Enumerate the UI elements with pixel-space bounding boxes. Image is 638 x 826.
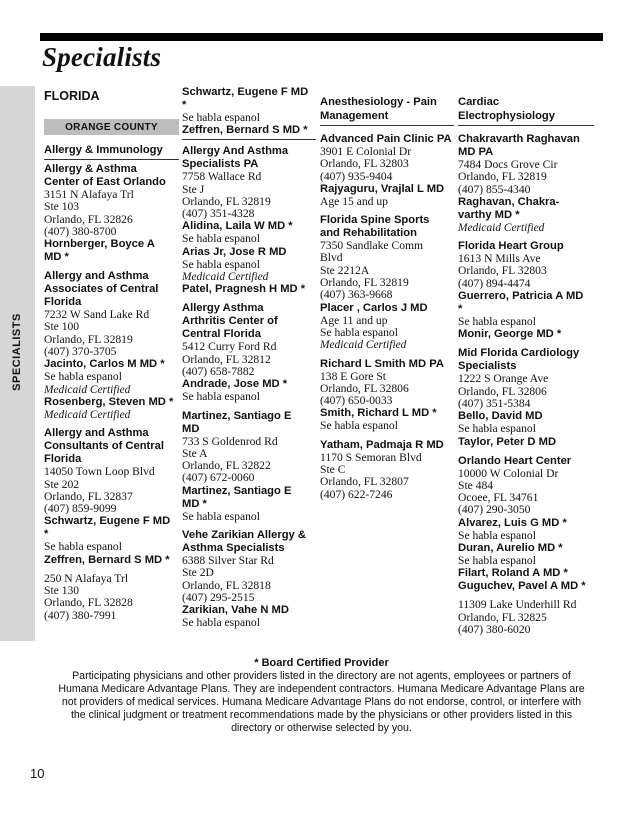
- language-note: Se habla espanol: [320, 419, 398, 433]
- address-line: Ste C: [320, 463, 346, 477]
- provider-name: Florida: [44, 296, 82, 309]
- age-note: Age 15 and up: [320, 194, 388, 208]
- provider-name: Specialists PA: [182, 158, 259, 171]
- language-note: Se habla espanol: [182, 232, 260, 246]
- address-line: Orlando, FL 32818: [182, 578, 271, 592]
- provider-entry: [182, 529, 316, 629]
- doctor-name: Duran, Aurelio MD *: [458, 542, 563, 555]
- address-line: 7758 Wallace Rd: [182, 170, 262, 184]
- provider-name: Richard L Smith MD PA: [320, 357, 444, 370]
- address-line: Blvd: [320, 251, 343, 265]
- address-line: 3151 N Alafaya Trl: [44, 188, 134, 201]
- side-tab-label: SPECIALISTS: [11, 313, 23, 391]
- disclaimer-line: not providers of medical services. Humana Medicare Advantage Plans do not endorse, control, or interfere with: [61, 696, 582, 708]
- address-line: Orlando, FL 32819: [320, 276, 409, 290]
- doctor-name: MD *: [182, 497, 207, 510]
- provider-entry: [320, 358, 454, 433]
- address-line: 733 S Goldenrod Rd: [182, 434, 278, 448]
- provider-entry: [320, 133, 454, 208]
- address-line: 6388 Silver Star Rd: [182, 554, 274, 568]
- provider-name: Allergy And Asthma: [182, 145, 289, 158]
- address-line: 1613 N Mills Ave: [458, 252, 541, 266]
- medicaid-note: Medicaid Certified: [458, 221, 545, 234]
- provider-entry: [458, 133, 594, 234]
- language-note: Se habla espanol: [182, 111, 260, 124]
- doctor-name: Zeffren, Bernard S MD *: [44, 553, 170, 566]
- doctor-name: *: [182, 99, 187, 111]
- doctor-name: Guguchev, Pavel A MD *: [458, 580, 586, 593]
- phone-line: (407) 351-5384: [458, 396, 531, 410]
- doctor-name: Rosenberg, Steven MD *: [44, 395, 174, 408]
- provider-entry: [182, 410, 316, 523]
- doctor-name: Andrade, Jose MD *: [182, 378, 288, 391]
- address-line: 14050 Town Loop Blvd: [44, 465, 155, 479]
- address-line: Orlando, FL 32825: [458, 610, 547, 624]
- doctor-name: Hornberger, Boyce A: [44, 238, 155, 251]
- address-line: Ste 484: [458, 478, 494, 492]
- address-line: 1222 S Orange Ave: [458, 372, 549, 386]
- phone-line: (407) 370-3705: [44, 345, 117, 359]
- provider-entry: [458, 347, 594, 448]
- footer-disclaimer: [40, 657, 603, 735]
- phone-line: (407) 859-9099: [44, 502, 117, 516]
- doctor-name: MD *: [44, 251, 69, 264]
- provider-name: Consultants of Central: [44, 440, 164, 453]
- address-line: 250 N Alafaya Trl: [44, 571, 129, 585]
- category-heading-line: Management: [320, 110, 389, 122]
- provider-name: MD PA: [458, 146, 494, 158]
- disclaimer-line: directory or otherwise selected by you.: [231, 722, 412, 734]
- doctor-name: Bello, David MD: [458, 410, 543, 423]
- provider-name: Allergy Asthma: [182, 302, 264, 315]
- doctor-name: Filart, Roland A MD *: [458, 567, 568, 580]
- page-title: Specialists: [42, 42, 162, 72]
- address-line: Orlando, FL 32819: [458, 170, 547, 184]
- column-3: [320, 95, 454, 501]
- doctor-name: Zeffren, Bernard S MD *: [182, 124, 308, 137]
- header-rule: [40, 33, 603, 41]
- category-heading-line: Electrophysiology: [458, 110, 555, 122]
- doctor-name: *: [458, 303, 463, 316]
- language-note: Se habla espanol: [320, 325, 398, 339]
- disclaimer-line: the clinical judgment or treatment recommendations made by the physicians or other providers listed in this: [70, 709, 573, 721]
- phone-line: (407) 351-4328: [182, 207, 255, 221]
- provider-name: MD: [182, 422, 200, 435]
- phone-line: (407) 650-0033: [320, 394, 393, 408]
- language-note: Se habla espanol: [458, 528, 536, 542]
- provider-name: Mid Florida Cardiology: [458, 347, 580, 360]
- doctor-name: Patel, Pragnesh H MD *: [182, 283, 306, 296]
- language-note: Se habla espanol: [458, 422, 536, 436]
- address-line: Ste 100: [44, 320, 80, 334]
- address-line: Orlando, FL 32807: [320, 475, 409, 489]
- provider-name: Associates of Central: [44, 283, 159, 296]
- provider-name: Arthritis Center of: [182, 315, 278, 328]
- provider-name: Allergy and Asthma: [44, 427, 149, 440]
- doctor-name: Monir, George MD *: [458, 328, 562, 341]
- provider-name: Chakravarth Raghavan: [458, 133, 580, 145]
- address-line: 11309 Lake Underhill Rd: [458, 598, 577, 612]
- address-line: Orlando, FL 32806: [458, 384, 547, 398]
- doctor-name: Smith, Richard L MD *: [320, 407, 437, 420]
- provider-name: Asthma Specialists: [182, 542, 285, 555]
- address-line: 5412 Curry Ford Rd: [182, 340, 277, 354]
- provider-name: Specialists: [458, 360, 517, 373]
- provider-entry: [44, 573, 179, 622]
- address-line: Orlando, FL 32803: [458, 264, 547, 278]
- category-heading-line: Anesthesiology - Pain: [320, 96, 437, 108]
- county-bar: ORANGE COUNTY: [44, 119, 179, 135]
- provider-entry: [320, 439, 454, 501]
- board-certified-legend: * Board Certified Provider: [254, 657, 389, 669]
- disclaimer-line: Humana Medicare Advantage Plans. They are independent contractors. Humana Medicare Advantage Plans are: [58, 683, 585, 695]
- disclaimer-line: Participating physicians and other providers listed in the directory are not agents, employees or partners of: [72, 670, 571, 682]
- provider-entry: [44, 163, 179, 264]
- language-note: Se habla espanol: [182, 257, 260, 271]
- provider-name: Florida Spine Sports: [320, 214, 430, 227]
- address-line: Orlando, FL 32812: [182, 352, 271, 366]
- address-line: 1170 S Semoran Blvd: [320, 450, 422, 464]
- doctor-name: Alidina, Laila W MD *: [182, 220, 293, 233]
- state-heading: FLORIDA: [44, 89, 100, 103]
- language-note: Se habla espanol: [44, 370, 122, 384]
- language-note: Se habla espanol: [182, 390, 260, 404]
- phone-line: (407) 380-8700: [44, 224, 117, 238]
- address-line: 7484 Docs Grove Cir: [458, 158, 558, 171]
- provider-entry: [458, 455, 594, 594]
- address-line: Orlando, FL 32819: [182, 194, 271, 208]
- address-line: Ste J: [182, 182, 205, 196]
- doctor-name: Jacinto, Carlos M MD *: [44, 358, 165, 371]
- doctor-name: Raghavan, Chakra-: [458, 195, 560, 208]
- doctor-name: Arias Jr, Jose R MD: [182, 245, 287, 258]
- address-line: Ste A: [182, 446, 208, 460]
- address-line: 3901 E Colonial Dr: [320, 145, 412, 158]
- address-line: Ocoee, FL 34761: [458, 491, 539, 505]
- medicaid-note: Medicaid Certified: [182, 271, 269, 284]
- category-heading: [458, 95, 594, 126]
- language-note: Se habla espanol: [182, 509, 260, 523]
- provider-name: Florida: [44, 453, 82, 466]
- address-line: Ste 130: [44, 584, 80, 598]
- language-note: Se habla espanol: [44, 540, 122, 554]
- provider-name: Center of East Orlando: [44, 176, 166, 188]
- column-2: [182, 86, 316, 630]
- provider-entry: [44, 270, 179, 421]
- provider-name: Advanced Pain Clinic PA: [320, 133, 452, 145]
- language-note: Se habla espanol: [458, 315, 536, 329]
- phone-line: (407) 894-4474: [458, 276, 531, 290]
- side-tab: [0, 86, 35, 641]
- phone-line: (407) 380-7991: [44, 608, 117, 622]
- provider-name: Martinez, Santiago E: [182, 409, 292, 422]
- phone-line: (407) 935-9404: [320, 169, 393, 183]
- provider-entry: [458, 599, 594, 636]
- medicaid-note: Medicaid Certified: [320, 339, 407, 352]
- provider-entry: [320, 214, 454, 351]
- doctor-name: Schwartz, Eugene F MD: [182, 86, 309, 98]
- provider-name: Orlando Heart Center: [458, 454, 572, 467]
- doctor-name: Guerrero, Patricia A MD: [458, 290, 584, 303]
- phone-line: (407) 295-2515: [182, 590, 255, 604]
- category-heading: [320, 95, 454, 126]
- provider-name: Allergy and Asthma: [44, 270, 149, 283]
- provider-name: Central Florida: [182, 328, 261, 341]
- phone-line: (407) 622-7246: [320, 487, 393, 501]
- address-line: Orlando, FL 32819: [44, 332, 133, 346]
- column-4: [458, 95, 594, 636]
- phone-line: (407) 290-3050: [458, 503, 531, 517]
- page-number: 10: [30, 766, 45, 781]
- doctor-name: Zarikian, Vahe N MD: [182, 604, 289, 617]
- provider-name: Yatham, Padmaja R MD: [320, 438, 444, 451]
- provider-entry: [182, 145, 316, 296]
- doctor-name: *: [44, 528, 49, 541]
- address-line: Ste 2D: [182, 566, 214, 580]
- doctor-name: Rajyaguru, Vrajlal L MD: [320, 182, 445, 195]
- language-note: Se habla espanol: [182, 616, 260, 630]
- address-line: Orlando, FL 32826: [44, 212, 133, 226]
- provider-name: Florida Heart Group: [458, 240, 564, 253]
- address-line: Orlando, FL 32837: [44, 489, 133, 503]
- doctor-name: Alvarez, Luis G MD *: [458, 516, 567, 529]
- category-heading-line: Cardiac: [458, 96, 500, 108]
- address-line: 138 E Gore St: [320, 369, 387, 383]
- doctor-name: Taylor, Peter D MD: [458, 435, 557, 448]
- address-line: Ste 2212A: [320, 263, 370, 277]
- address-line: 10000 W Colonial Dr: [458, 466, 559, 480]
- phone-line: (407) 672-0060: [182, 471, 255, 485]
- provider-name: Allergy & Asthma: [44, 163, 137, 175]
- address-line: Orlando, FL 32806: [320, 381, 409, 395]
- address-line: Orlando, FL 32828: [44, 596, 133, 610]
- doctor-name: varthy MD *: [458, 208, 520, 221]
- address-line: Ste 103: [44, 200, 80, 214]
- address-line: 7232 W Sand Lake Rd: [44, 308, 150, 322]
- address-line: 7350 Sandlake Comm: [320, 239, 424, 253]
- provider-entry: [182, 86, 316, 137]
- doctor-name: Martinez, Santiago E: [182, 484, 292, 497]
- phone-line: (407) 363-9668: [320, 288, 393, 302]
- medicaid-note: Medicaid Certified: [44, 383, 131, 396]
- phone-line: (407) 658-7882: [182, 364, 255, 378]
- provider-entry: [458, 240, 594, 341]
- phone-line: (407) 855-4340: [458, 182, 531, 196]
- address-line: Orlando, FL 32822: [182, 459, 271, 473]
- address-line: Orlando, FL 32803: [320, 157, 409, 171]
- provider-name: Vehe Zarikian Allergy &: [182, 529, 306, 542]
- address-line: Ste 202: [44, 477, 80, 491]
- provider-entry: [44, 427, 179, 566]
- phone-line: (407) 380-6020: [458, 622, 531, 636]
- age-note: Age 11 and up: [320, 313, 388, 327]
- doctor-name: Schwartz, Eugene F MD: [44, 515, 171, 528]
- category-heading: Allergy & Immunology: [44, 143, 179, 160]
- doctor-name: Placer , Carlos J MD: [320, 301, 428, 314]
- column-1: [44, 86, 179, 622]
- provider-name: and Rehabilitation: [320, 227, 417, 240]
- provider-entry: [182, 302, 316, 403]
- medicaid-note: Medicaid Certified: [44, 408, 131, 421]
- language-note: Se habla espanol: [458, 554, 536, 568]
